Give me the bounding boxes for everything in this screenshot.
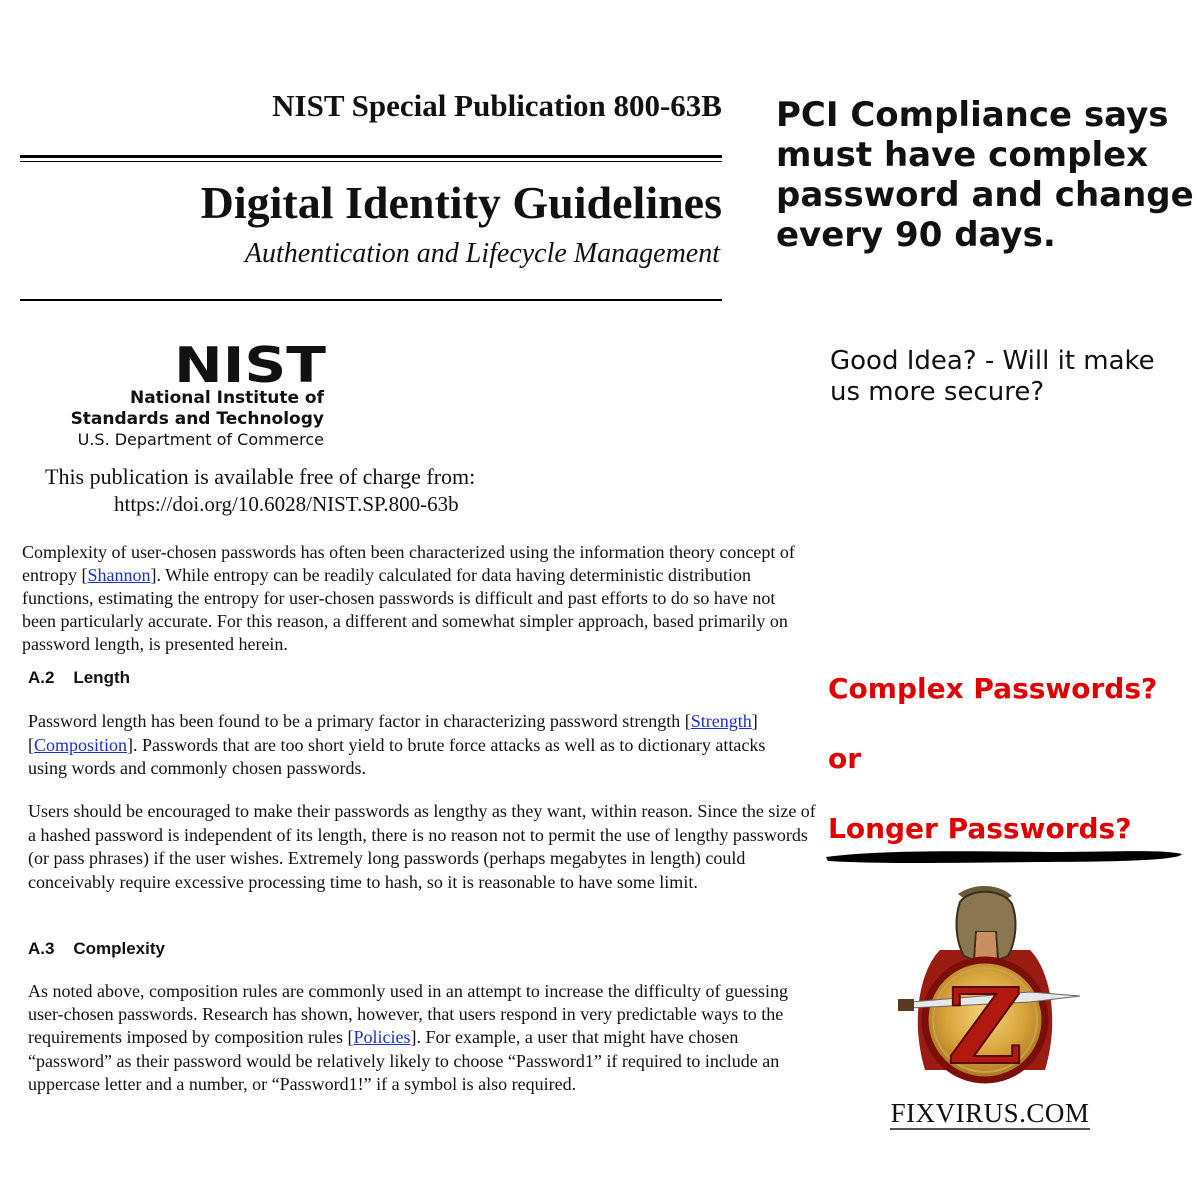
option-complex-passwords: Complex Passwords? [828,672,1158,705]
nist-name-line1: National Institute of [129,388,324,408]
doi-link[interactable]: https://doi.org/10.6028/NIST.SP.800-63b [114,492,459,516]
length-paragraph-1 [28,710,798,781]
length-p1-text2: ] [ [28,711,758,755]
pci-compliance-statement: PCI Compliance says must have complex password and change every 90 days. [776,95,1194,255]
document-subtitle: Authentication and Lifecycle Management [244,238,720,269]
header-bottom-rule [20,299,722,301]
composition-reference-link[interactable]: Composition [34,734,128,755]
option-longer-passwords: Longer Passwords? [828,812,1132,845]
availability-statement: This publication is available free of charge from: [45,464,476,489]
section-heading-length: A.2 Length [28,668,130,687]
marker-underline-stroke [820,840,1188,870]
length-paragraph-2: Users should be encouraged to make their passwords as lengthy as they want, within reason. Since the size of a hashed password is independent of its length, there is no reason not to permit the use of lengthy passwords (or pass phrases) if the user wishes. Extremely long passwords (perhaps megabytes in length) could conceivably require excessive processing time to hash, so it is reasonable to have some limit. [28,801,816,892]
nist-department-line: U.S. Department of Commerce [77,430,324,449]
publication-series-title: NIST Special Publication 800-63B [272,88,722,123]
nist-wordmark-text: NIST [174,342,327,384]
shannon-reference-link[interactable]: Shannon [87,565,151,585]
intro-text-part2: ]. While entropy can be readily calculated for data having deterministic distribution functions, estimating the entropy for user-chosen passwords is difficult and past efforts to do so have not been particularly accurate. For this reason, a different and somewhat simpler approach, based primarily on password length, is presented herein. [22,565,788,654]
document-title: Digital Identity Guidelines [200,177,722,228]
option-or: or [828,742,862,775]
section-heading-complexity: A.3 Complexity [28,939,165,958]
complexity-text2: ]. For example, a user that might have chosen “password” as their password would be relatively likely to choose “Password1” if required to include an uppercase letter and a number, or “Password1!” if a symbol is also required. [28,1027,780,1094]
header-double-rule [20,155,722,162]
spartan-warrior-z-shield-icon [880,880,1090,1105]
logo-z-letter: Z [947,965,1023,1088]
good-idea-question: Good Idea? - Will it make us more secure? [830,346,1155,407]
length-p1-text3: ]. Passwords that are too short yield to brute force attacks as well as to dictionary attacks using words and commonly chosen passwords. [28,734,766,778]
length-p1-text1: Password length has been found to be a primary factor in characterizing password strength [ [28,711,691,731]
strength-reference-link[interactable]: Strength [690,711,752,731]
complexity-paragraph [28,980,818,1096]
complexity-text1: As noted above, composition rules are commonly used in an attempt to increase the difficulty of guessing user-chosen passwords. Research has shown, however, that users respond in very predictable ways to the requirements imposed by composition rules [ [28,981,788,1048]
intro-text-part1: Complexity of user-chosen passwords has often been characterized using the information theory concept of entropy [ [22,542,795,585]
policies-reference-link[interactable]: Policies [353,1027,411,1048]
fixvirus-brand-name: FIXVIRUS.COM [890,1098,1090,1128]
nist-logo-icon [172,342,328,384]
intro-paragraph [22,541,812,656]
brand-underline [890,1128,1090,1130]
nist-name-line2: Standards and Technology [70,409,324,429]
